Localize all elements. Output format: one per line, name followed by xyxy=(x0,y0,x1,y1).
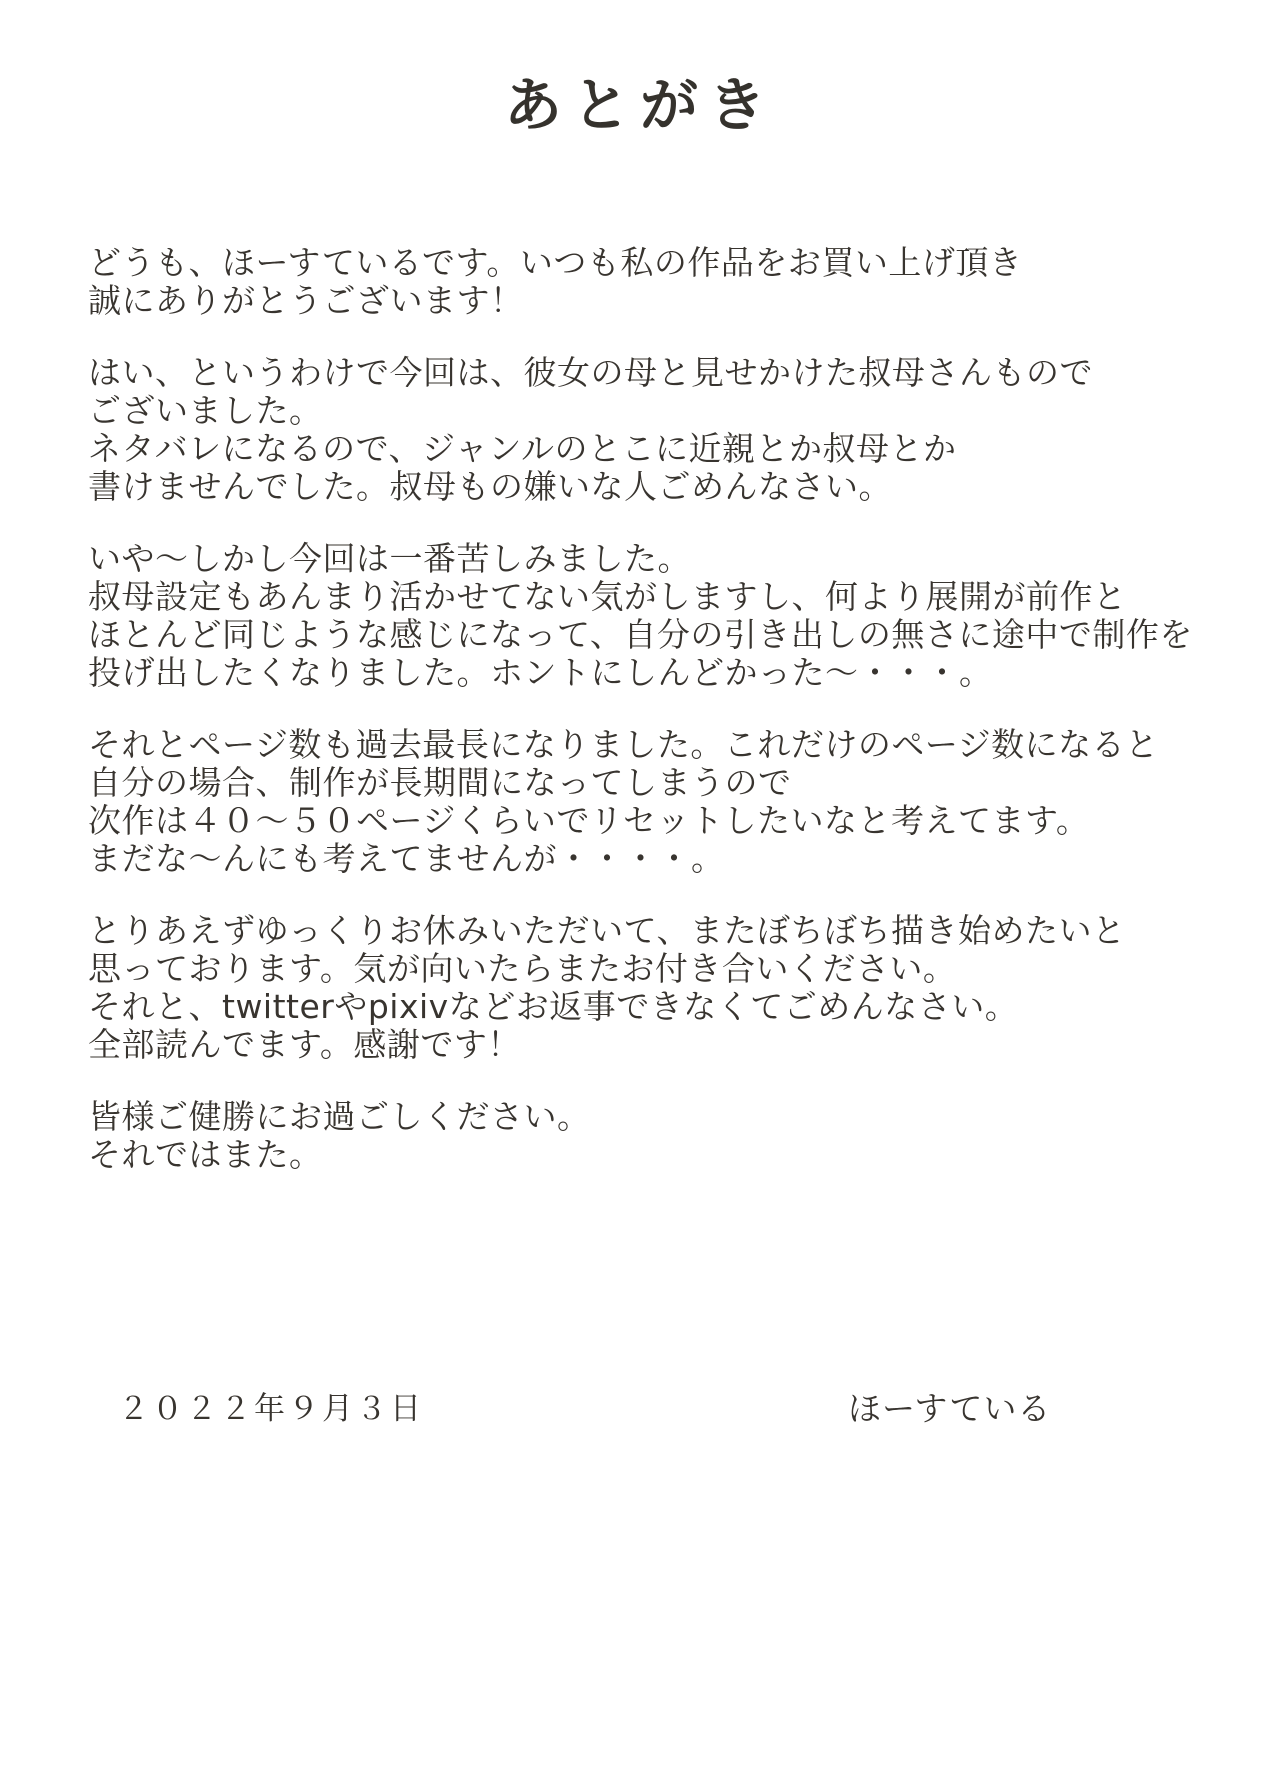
text-line: まだな〜んにも考えてませんが・・・・。 xyxy=(88,839,725,878)
paragraph-closing xyxy=(88,1098,1228,1174)
text-line: 叔母設定もあんまり活かせてない気がしますし、何より展開が前作と xyxy=(88,577,1127,616)
text-line: 全部読んでます。感謝です！ xyxy=(88,1025,521,1064)
afterword-body xyxy=(88,244,1228,1208)
text-line: それとページ数も過去最長になりました。これだけのページ数になると xyxy=(88,725,1159,764)
page-title: あとがき xyxy=(503,71,776,139)
text-line: 思っております。気が向いたらまたお付き合いください。 xyxy=(88,949,957,988)
date-text: ２０２２年９月３日 xyxy=(118,1391,424,1427)
paragraph-pagecount xyxy=(88,726,1228,878)
footer xyxy=(0,1383,1280,1427)
text-line: 投げ出したくなりました。ホントにしんどかった〜・・・。 xyxy=(88,653,993,692)
paragraph-theme xyxy=(88,354,1228,506)
text-line: いや〜しかし今回は一番苦しみました。 xyxy=(88,539,691,578)
text-line: 次作は４０〜５０ページくらいでリセットしたいなと考えてます。 xyxy=(88,801,1090,840)
paragraph-rest xyxy=(88,912,1228,1064)
text-line: どうも、ほーすているです。いつも私の作品をお買い上げ頂き xyxy=(88,243,1023,282)
text-line: 書けませんでした。叔母もの嫌いな人ごめんなさい。 xyxy=(88,467,892,506)
text-line: 自分の場合、制作が長期間になってしまうので xyxy=(88,763,792,802)
text-line: とりあえずゆっくりお休みいただいて、またぼちぼち描き始めたいと xyxy=(88,911,1126,950)
text-line: ございました。 xyxy=(88,391,323,430)
text-line: それと、twitterやpixivなどお返事できなくてごめんなさい。 xyxy=(88,987,1019,1026)
author-name: ほーすている xyxy=(848,1389,1052,1428)
text-line: はい、というわけで今回は、彼女の母と見せかけた叔母さんもので xyxy=(88,353,1093,392)
paragraph-greeting xyxy=(88,244,1228,320)
paragraph-struggle xyxy=(88,540,1228,692)
text-line: ほとんど同じような感じになって、自分の引き出しの無さに途中で制作を xyxy=(88,615,1193,654)
text-line: それではまた。 xyxy=(88,1135,323,1174)
text-line: ネタバレになるので、ジャンルのとこに近親とか叔母とか xyxy=(88,429,957,468)
text-line: 皆様ご健勝にお過ごしください。 xyxy=(88,1097,591,1136)
text-line: 誠にありがとうございます！ xyxy=(88,281,524,320)
